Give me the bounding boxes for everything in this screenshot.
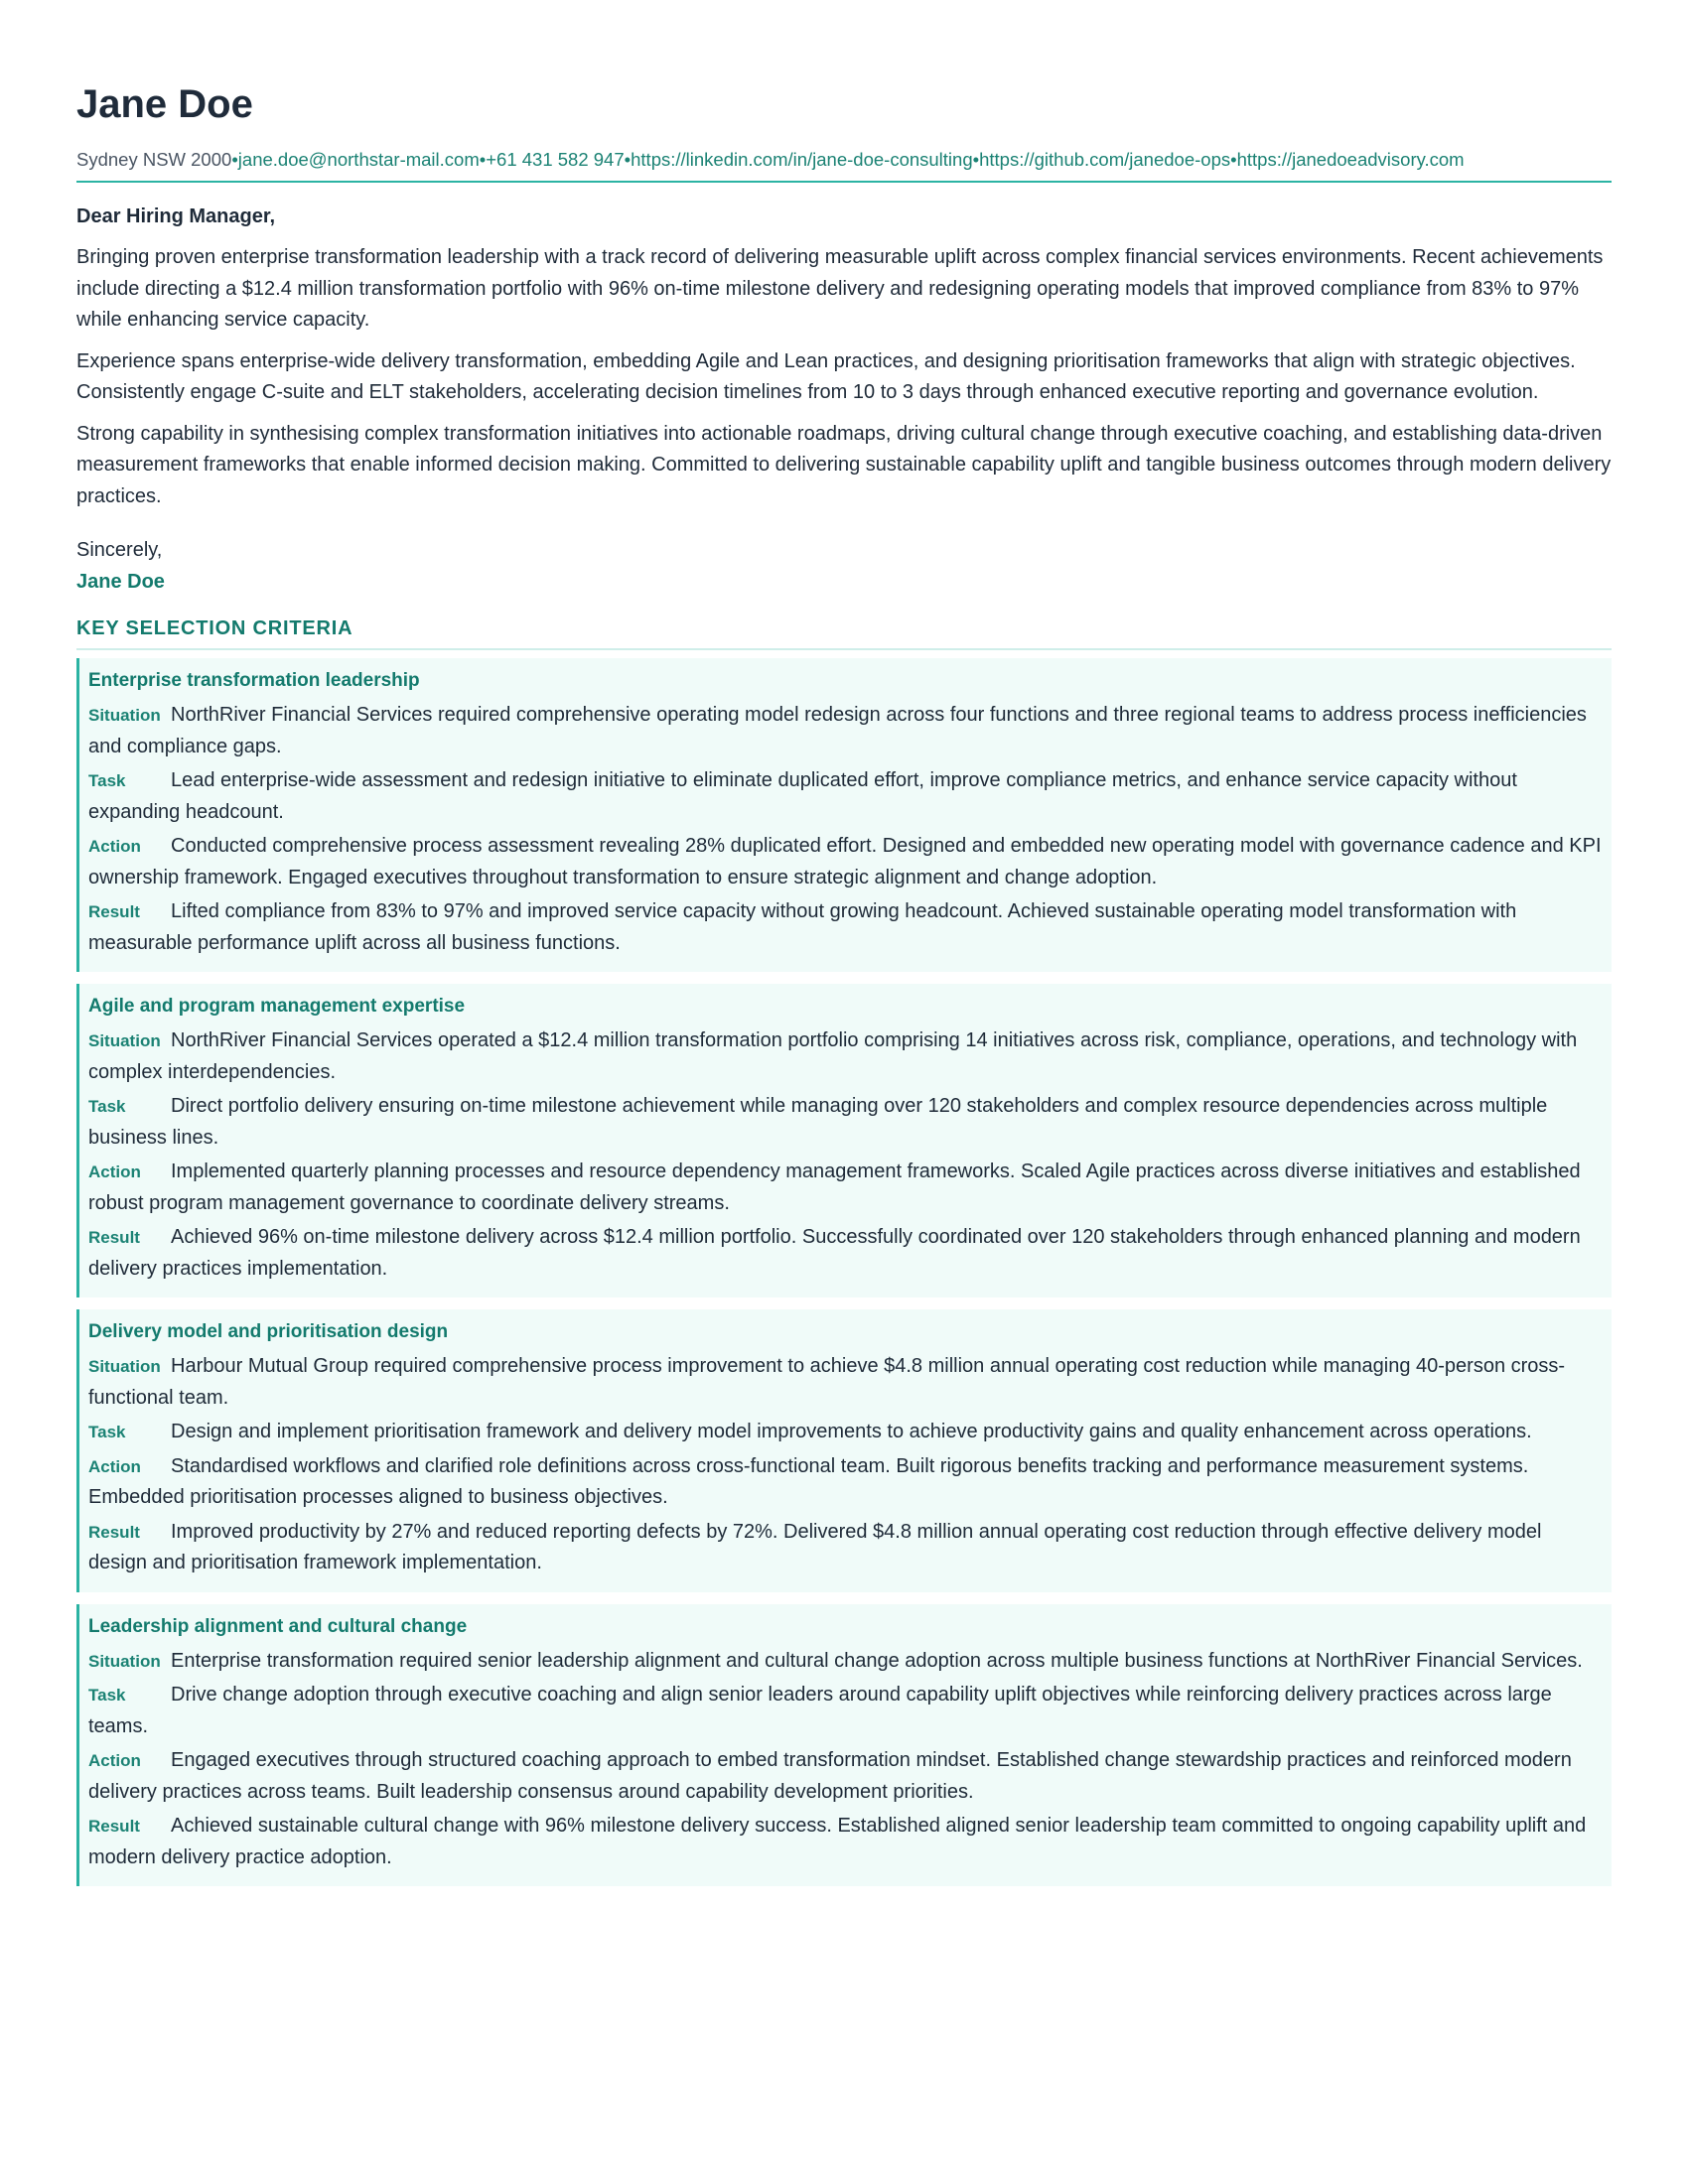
applicant-name: Jane Doe <box>76 82 253 126</box>
task-text: Drive change adoption through executive coaching and align senior leaders around capability uplift objectives while reinforcing delivery practices across large teams. <box>88 1684 1552 1737</box>
action-text: Standardised workflows and clarified role definitions across cross-functional team. Built rigorous benefits tracking and performance measurement systems. Embedded prioritisation processes aligned to business objectives. <box>88 1454 1529 1508</box>
result-label: Result <box>88 1817 140 1836</box>
situation-text: Harbour Mutual Group required comprehensive process improvement to achieve $4.8 million annual operating cost reduction while managing 40-person cross-functional team. <box>88 1355 1566 1409</box>
task-label: Task <box>88 1686 126 1705</box>
star-result <box>88 896 1602 959</box>
location-text: Sydney NSW 2000 <box>76 149 232 170</box>
letter-signature: Jane Doe <box>76 571 165 593</box>
action-label: Action <box>88 1751 141 1770</box>
star-situation <box>88 1025 1602 1088</box>
phone-link[interactable]: +61 431 582 947 <box>486 149 625 170</box>
email-link[interactable]: jane.doe@northstar-mail.com <box>237 149 480 170</box>
github-link[interactable]: https://github.com/janedoe-ops <box>979 149 1231 170</box>
result-label: Result <box>88 902 140 921</box>
criterion-card <box>76 1604 1612 1887</box>
star-situation <box>88 1646 1602 1678</box>
letter-greeting: Dear Hiring Manager, <box>76 205 276 227</box>
star-action <box>88 831 1602 893</box>
criterion-card <box>76 658 1612 972</box>
star-result <box>88 1517 1602 1579</box>
separator-dot: • <box>231 149 238 170</box>
star-result <box>88 1811 1602 1873</box>
criterion-heading: Enterprise transformation leadership <box>88 670 420 691</box>
separator-dot: • <box>624 149 632 170</box>
situation-text: Enterprise transformation required senior leadership alignment and cultural change adoption across multiple business functions at NorthRiver Financial Services. <box>171 1649 1583 1672</box>
criteria-list <box>76 658 1612 1886</box>
action-label: Action <box>88 837 141 856</box>
action-text: Implemented quarterly planning processes and resource dependency management frameworks. Scaled Agile practices across diverse initiatives and established robust program management governance to coordinate delivery streams. <box>88 1160 1581 1214</box>
criterion-heading: Leadership alignment and cultural change <box>88 1615 468 1637</box>
star-task <box>88 1091 1602 1154</box>
star-action <box>88 1451 1602 1514</box>
action-text: Conducted comprehensive process assessment revealing 28% duplicated effort. Designed and embedded new operating model with governance cadence and KPI ownership framework. Engaged executives throughout transformation to ensure strategic alignment and change adoption. <box>88 835 1602 888</box>
situation-text: NorthRiver Financial Services operated a $12.4 million transformation portfolio comprising 14 initiatives across risk, compliance, operations, and technology with complex interdependencies. <box>88 1029 1578 1083</box>
criterion-card <box>76 1309 1612 1592</box>
star-action <box>88 1157 1602 1219</box>
linkedin-link[interactable]: https://linkedin.com/in/jane-doe-consulting <box>631 149 973 170</box>
result-text: Achieved 96% on-time milestone delivery across $12.4 million portfolio. Successfully coordinated over 120 stakeholders through enhanced planning and modern delivery practices implementation. <box>88 1226 1581 1280</box>
action-text: Engaged executives through structured coaching approach to embed transformation mindset. Established change stewardship practices and reinforced modern delivery practices across teams. Built leadership consensus around capability development priorities. <box>88 1749 1572 1803</box>
result-text: Improved productivity by 27% and reduced reporting defects by 72%. Delivered $4.8 million annual operating cost reduction through effective delivery model design and prioritisation framework implementation. <box>88 1520 1542 1573</box>
task-text: Design and implement prioritisation framework and delivery model improvements to achieve productivity gains and quality enhancement across operations. <box>171 1421 1532 1442</box>
result-text: Achieved sustainable cultural change with 96% milestone delivery success. Established aligned senior leadership team committed to ongoing capability uplift and modern delivery practice adoption. <box>88 1815 1587 1868</box>
letter-closing: Sincerely, <box>76 539 163 561</box>
action-label: Action <box>88 1456 141 1476</box>
star-situation <box>88 1351 1602 1414</box>
result-text: Lifted compliance from 83% to 97% and improved service capacity without growing headcount. Achieved sustainable operating model transformation with measurable performance uplift across all business functions. <box>88 900 1517 954</box>
separator-dot: • <box>1230 149 1237 170</box>
criterion-heading: Agile and program management expertise <box>88 996 466 1017</box>
website-link[interactable]: https://janedoeadvisory.com <box>1236 149 1465 170</box>
section-title-ksc: KEY SELECTION CRITERIA <box>76 617 1612 650</box>
result-label: Result <box>88 1228 140 1247</box>
separator-dot: • <box>479 149 487 170</box>
star-task <box>88 765 1602 828</box>
task-text: Direct portfolio delivery ensuring on-time milestone achievement while managing over 120 stakeholders and complex resource dependencies across multiple business lines. <box>88 1095 1548 1149</box>
letter-paragraph: Experience spans enterprise-wide delivery transformation, embedding Agile and Lean practices, and designing prioritisation frameworks that align with strategic objectives. Consistently engage C-suite and ELT stakeholders, accelerating decision timelines from 10 to 3 days through enhanced executive reporting and governance evolution. <box>76 349 1576 403</box>
task-text: Lead enterprise-wide assessment and redesign initiative to eliminate duplicated effort, improve compliance metrics, and enhance service capacity without expanding headcount. <box>88 769 1517 823</box>
situation-label: Situation <box>88 1357 161 1376</box>
star-task <box>88 1417 1602 1448</box>
star-result <box>88 1222 1602 1285</box>
situation-text: NorthRiver Financial Services required comprehensive operating model redesign across four functions and three regional teams to address process inefficiencies and compliance gaps. <box>88 704 1587 757</box>
task-label: Task <box>88 1423 126 1441</box>
criterion-heading: Delivery model and prioritisation design <box>88 1321 449 1342</box>
star-task <box>88 1680 1602 1742</box>
contact-line <box>76 149 1612 183</box>
situation-label: Situation <box>88 706 161 725</box>
separator-dot: • <box>972 149 980 170</box>
task-label: Task <box>88 1097 126 1116</box>
task-label: Task <box>88 771 126 790</box>
criterion-card <box>76 984 1612 1297</box>
star-action <box>88 1745 1602 1808</box>
action-label: Action <box>88 1162 141 1181</box>
letter-paragraph: Bringing proven enterprise transformation leadership with a track record of delivering measurable uplift across complex financial services environments. Recent achievements include directing a $12.4 million transformation portfolio with 96% on-time milestone delivery and redesigning operating models that improved compliance from 83% to 97% while enhancing service capacity. <box>76 246 1604 331</box>
star-situation <box>88 700 1602 762</box>
letter-paragraph: Strong capability in synthesising complex transformation initiatives into actionable roadmaps, driving cultural change through executive coaching, and establishing data-driven measurement frameworks that enable informed decision making. Committed to delivering sustainable capability uplift and tangible business outcomes through modern delivery practices. <box>76 422 1612 507</box>
situation-label: Situation <box>88 1031 161 1050</box>
result-label: Result <box>88 1522 140 1542</box>
situation-label: Situation <box>88 1651 161 1671</box>
letter-body <box>76 203 1612 598</box>
